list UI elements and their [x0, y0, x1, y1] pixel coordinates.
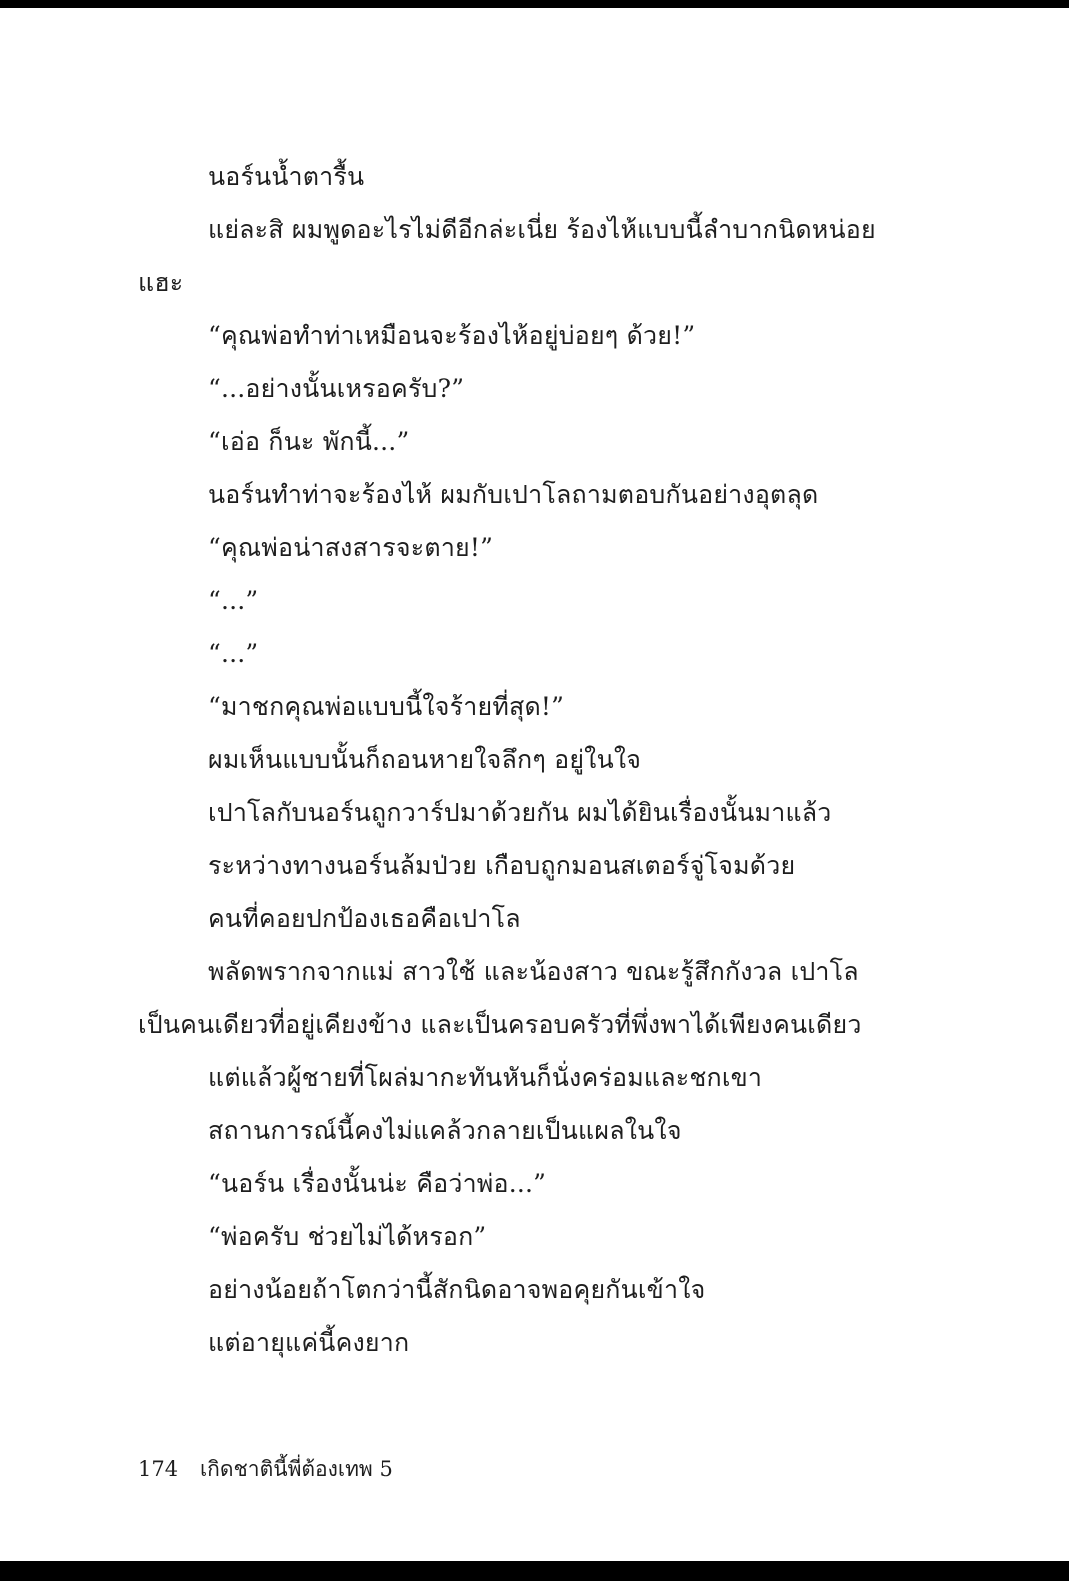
text-line: แย่ละสิ ผมพูดอะไรไม่ดีอีกล่ะเนี่ย ร้องไห้แบบนี้ลำบากนิดหน่อย — [208, 215, 876, 244]
text-line: “เอ่อ ก็นะ พักนี้...” — [208, 427, 410, 456]
book-title: เกิดชาตินี้พี่ต้องเทพ 5 — [200, 1457, 393, 1481]
text-line: แต่อายุแค่นี้คงยาก — [208, 1328, 410, 1357]
text-line: “คุณพ่อน่าสงสารจะตาย!” — [208, 533, 494, 562]
top-black-border — [0, 0, 1069, 8]
text-line: นอร์นทำท่าจะร้องไห้ ผมกับเปาโลถามตอบกันอย่างอุตลุด — [208, 480, 819, 509]
text-line: แฮะ — [138, 268, 184, 297]
text-line: “...” — [208, 639, 259, 668]
bottom-black-border — [0, 1561, 1069, 1581]
text-line: “นอร์น เรื่องนั้นน่ะ คือว่าพ่อ...” — [208, 1169, 547, 1198]
text-line: ระหว่างทางนอร์นล้มป่วย เกือบถูกมอนสเตอร์จู่โจมด้วย — [208, 851, 796, 880]
page-footer — [138, 1456, 393, 1482]
text-line: เป็นคนเดียวที่อยู่เคียงข้าง และเป็นครอบครัวที่พึ่งพาได้เพียงคนเดียว — [138, 1010, 862, 1039]
text-line: อย่างน้อยถ้าโตกว่านี้สักนิดอาจพอคุยกันเข้าใจ — [208, 1275, 706, 1304]
text-line: พลัดพรากจากแม่ สาวใช้ และน้องสาว ขณะรู้สึกกังวล เปาโล — [208, 957, 859, 986]
text-line: สถานการณ์นี้คงไม่แคล้วกลายเป็นแผลในใจ — [208, 1116, 682, 1145]
text-line: นอร์นน้ำตารื้น — [208, 162, 365, 191]
text-line: “...อย่างนั้นเหรอครับ?” — [208, 374, 465, 403]
text-line: “...” — [208, 586, 259, 615]
text-line: “มาชกคุณพ่อแบบนี้ใจร้ายที่สุด!” — [208, 692, 565, 721]
page-number: 174 — [138, 1457, 179, 1481]
text-line: เปาโลกับนอร์นถูกวาร์ปมาด้วยกัน ผมได้ยินเรื่องนั้นมาแล้ว — [208, 798, 832, 827]
text-line: “คุณพ่อทำท่าเหมือนจะร้องไห้อยู่บ่อยๆ ด้วย!” — [208, 321, 696, 350]
text-line: คนที่คอยปกป้องเธอคือเปาโล — [208, 904, 521, 933]
text-line: แต่แล้วผู้ชายที่โผล่มากะทันหันก็นั่งคร่อมและชกเขา — [208, 1063, 763, 1092]
text-line: ผมเห็นแบบนั้นก็ถอนหายใจลึกๆ อยู่ในใจ — [208, 745, 642, 774]
text-line: “พ่อครับ ช่วยไม่ได้หรอก” — [208, 1222, 487, 1251]
